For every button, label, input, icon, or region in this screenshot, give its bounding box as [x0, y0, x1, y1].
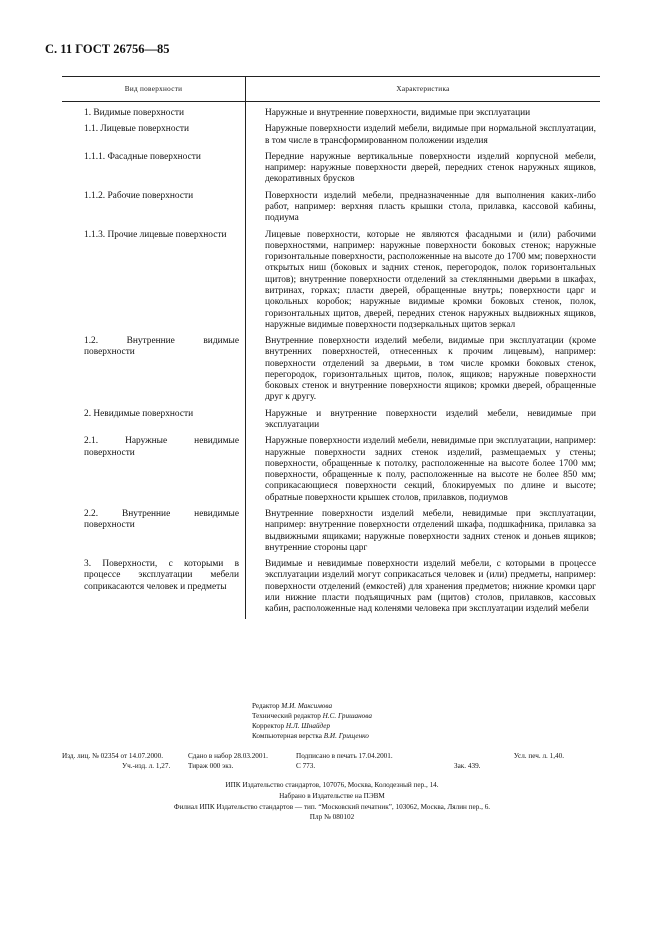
- printed-sheets: Усл. печ. л. 1,40.: [513, 751, 564, 760]
- characteristic-cell: Внутренние поверхности изделий мебели, невидимые при эксплуатации, например: внутренние поверхности отделений шкафа, подшкафника, прилавка за выдвижными ящиками; наружные поверхности задних стенок и доньев ящиков; внутренние стороны царг: [265, 509, 596, 553]
- printing-house: Филиал ИПК Издательство стандартов — тип. “Московский печатник”, 103062, Москва, Лялин пер., 6.: [173, 802, 491, 811]
- table-row: [62, 407, 600, 435]
- characteristic-cell: Наружные и внутренние поверхности, видимые при эксплуатации: [265, 108, 531, 118]
- credit-line: [252, 702, 602, 712]
- imprint-block: [62, 702, 602, 823]
- credits-list: [252, 702, 602, 742]
- plr-number: Плр № 080102: [309, 813, 355, 822]
- credit-name: Н.С. Гришанова: [322, 711, 372, 720]
- publisher-sheets: Уч.-изд. л. 1,27.: [122, 761, 171, 770]
- characteristic-cell: Внутренние поверхности изделий мебели, видимые при эксплуатации (кроме внутренних поверхностей, отнесенных к прочим лицевым), например: поверхности отделений за дверьми, в том числе кромки боковых стенок, перегородок, горизонтальных щитов, полок, ящиков; наружные поверхности боковых стенок и внутренние поверхности ящиков; кромки дверей, обращенные друг к другу.: [265, 336, 596, 403]
- surface-type-cell: 2.1. Наружные невидимые поверхности: [62, 434, 246, 507]
- publisher-address: ИПК Издательство стандартов, 107076, Москва, Колодезный пер., 14.: [225, 780, 439, 789]
- characteristic-cell: Видимые и невидимые поверхности изделий мебели, с которыми в процессе эксплуатации изделий могут соприкасаться человек и (или) предметы, например: поверхности отделений (емкостей) для хранения предметов; нижние кромки царг или нижние пласти подъящичных рам (щитов) столов, прилавков, кассовых кабин, расположенные над коленями человека при эксплуатации изделий мебели: [265, 559, 596, 615]
- table-row: [62, 557, 600, 618]
- credit-role: Технический редактор: [252, 711, 321, 720]
- table-row: [62, 434, 600, 507]
- credit-role: Редактор: [252, 702, 280, 710]
- characteristic-cell: Наружные и внутренние поверхности изделий мебели, невидимые при эксплуатации: [265, 408, 596, 431]
- table-header-row: [62, 77, 600, 102]
- credit-name: Н.Л. Шнайдер: [285, 721, 331, 730]
- typeset-date: Сдано в набор 28.03.2001.: [188, 751, 268, 760]
- credit-line: [252, 712, 602, 722]
- signed-date: Подписано в печать 17.04.2001.: [296, 751, 393, 760]
- surface-type-cell: 1.1. Лицевые поверхности: [62, 122, 246, 150]
- publication-details: [62, 752, 602, 772]
- credit-role: Корректор: [252, 721, 285, 730]
- table-row: [62, 334, 600, 407]
- table-row: [62, 102, 600, 123]
- table-row: [62, 122, 600, 150]
- print-run: Тираж 000 экз.: [188, 761, 234, 770]
- surface-types-table: [62, 76, 600, 619]
- table-row: [62, 150, 600, 189]
- surface-type-cell: 1. Видимые поверхности: [62, 102, 246, 123]
- table-row: [62, 228, 600, 335]
- surface-type-cell: 1.1.2. Рабочие поверхности: [62, 189, 246, 228]
- characteristic-cell: Наружные поверхности изделий мебели, невидимые при эксплуатации, например: наружные поверхности задних стенок изделий, размещаемых у стены; поверхности, обращенные к потолку, расположенные на высоте более 1700 мм; поверхности, обращенные к полу, расположенные на высоте не более 850 мм; соприкасающиеся поверхности секций, блокируемых по длине и высоте; обратные поверхности крышек столов, прилавков, подиумов: [265, 436, 596, 503]
- credit-name: М.И. Максимова: [281, 702, 333, 710]
- characteristic-cell: Передние наружные вертикальные поверхности изделий корпусной мебели, например: наружные поверхности дверей, передних стенок наружных ящиков, декоративных брусков: [265, 151, 596, 185]
- credit-line: [252, 722, 602, 732]
- credit-name: В.И. Грищенко: [323, 731, 369, 740]
- surface-type-cell: 3. Поверхности, с которыми в процессе эксплуатации мебели соприкасаются человек и предметы: [62, 557, 246, 618]
- credit-role: Компьютерная верстка: [252, 731, 322, 740]
- code-number: С 773.: [296, 761, 316, 770]
- credit-line: [252, 732, 602, 742]
- characteristic-cell: Поверхности изделий мебели, предназначенные для выполнения каких-либо работ, например: верхняя пласть крышки стола, прилавка, кассовой кабины, подиума: [265, 190, 596, 224]
- surface-type-cell: 2.2. Внутренние невидимые поверхности: [62, 507, 246, 557]
- characteristic-cell: Наружные поверхности изделий мебели, видимые при нормальной эксплуатации, в том числе в трансформированном положении изделия: [265, 124, 596, 146]
- surface-type-cell: 2. Невидимые поверхности: [62, 407, 246, 435]
- table-row: [62, 507, 600, 557]
- order-number: Зак. 439.: [454, 761, 481, 770]
- table-row: [62, 189, 600, 228]
- page-header: С. 11 ГОСТ 26756—85: [45, 42, 170, 56]
- license-number: Изд. лиц. № 02354 от 14.07.2000.: [62, 751, 164, 760]
- typeset-note: Набрано в Издательстве на ПЭВМ: [279, 791, 385, 800]
- column-header-characteristic: Характеристика: [246, 77, 601, 102]
- surface-type-cell: 1.1.3. Прочие лицевые поверхности: [62, 228, 246, 335]
- surface-type-cell: 1.1.1. Фасадные поверхности: [62, 150, 246, 189]
- surface-type-cell: 1.2. Внутренние видимые поверхности: [62, 334, 246, 407]
- characteristic-cell: Лицевые поверхности, которые не являются фасадными и (или) рабочими поверхностями, например: наружные поверхности боковых стенок; наружные горизонтальные поверхности, расположенные на высоте до 1700 мм; поверхности открытых ниш (боковых и задних стенок, перегородок, полок горизонтальных щитов); внутренние поверхности отделений за стеклянными дверьми в шкафах, витринах, горках; пласти дверей, обращенные внутрь; поверхности царг и цокольных коробок; наружные видимые кромки боковых стенок, полок, горизонтальных щитов, дверей, передних стенок наружных выдвижных ящиков, наружные видимые поверхности подзеркальных щитов зеркал: [265, 229, 596, 330]
- column-header-surface-type: Вид поверхности: [62, 77, 246, 102]
